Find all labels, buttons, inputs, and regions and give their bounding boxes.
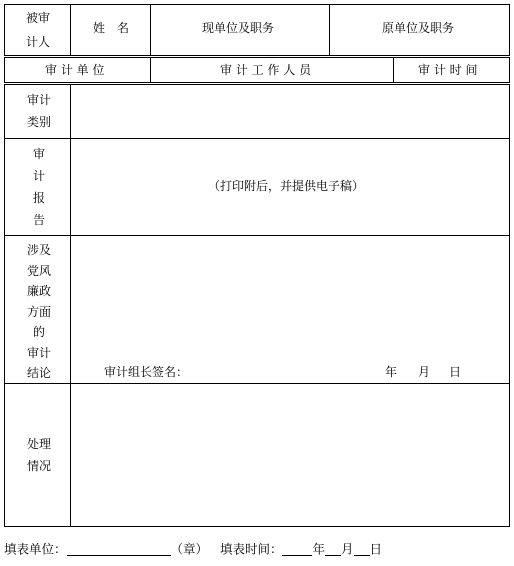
fill-unit-blank[interactable]	[67, 543, 171, 556]
name-label: 姓 名	[93, 21, 130, 35]
report-label-line: 报	[32, 191, 45, 205]
divider	[4, 383, 510, 384]
fill-unit-label: 填表单位：	[4, 541, 67, 557]
seal-label: （章）	[170, 541, 209, 557]
conclusion-label-line: 结论	[26, 366, 51, 380]
conclusion-label	[22, 240, 56, 384]
divider	[150, 57, 151, 83]
year-blank[interactable]	[282, 543, 312, 556]
category-label	[22, 89, 56, 133]
subject-label-line-1: 被审	[26, 11, 51, 25]
conclusion-label-line: 廉政	[26, 284, 51, 298]
conclusion-label-line: 方面	[26, 304, 51, 319]
conclusion-label-line: 涉及	[26, 243, 51, 257]
category-label-line: 类别	[26, 115, 51, 129]
audit-unit-label: 审 计 单 位	[45, 63, 105, 77]
subject-label-line-2: 计人	[26, 35, 51, 49]
signature-label: 审计组长签名：	[104, 365, 189, 379]
date-day: 日	[449, 365, 462, 379]
handling-label-line: 情况	[26, 459, 51, 473]
day-label: 日	[369, 541, 383, 557]
footer-line	[4, 543, 382, 556]
date-year: 年	[385, 365, 398, 379]
audit-staff-label: 审 计 工 作 人 员	[220, 63, 312, 77]
main-table	[4, 84, 510, 527]
day-blank[interactable]	[354, 543, 370, 556]
conclusion-label-line: 审计	[26, 345, 51, 360]
divider	[150, 4, 151, 56]
conclusion-label-line: 党风	[26, 263, 51, 278]
month-blank[interactable]	[325, 543, 341, 556]
date-month: 月	[418, 365, 431, 379]
handling-label	[22, 433, 56, 477]
report-label-line: 计	[32, 169, 45, 183]
report-note: （打印附后，并提供电子稿）	[208, 179, 365, 193]
handling-label-line: 处理	[26, 437, 51, 451]
divider	[329, 4, 330, 56]
year-label: 年	[312, 541, 325, 557]
fill-time-label: 填表时间：	[219, 541, 283, 557]
month-label: 月	[340, 541, 354, 557]
divider	[4, 235, 510, 236]
divider	[70, 4, 71, 56]
original-unit-label: 原单位及职务	[382, 21, 455, 35]
current-unit-label: 现单位及职务	[202, 21, 275, 35]
report-label-line: 告	[32, 213, 45, 227]
conclusion-label-line: 的	[32, 325, 45, 339]
audit-time-label: 审 计 时 间	[418, 63, 478, 77]
report-label-line: 审	[32, 147, 45, 161]
report-label	[22, 143, 56, 231]
divider	[4, 138, 510, 139]
divider	[70, 84, 71, 527]
category-label-line: 审计	[26, 93, 51, 107]
divider	[393, 57, 394, 83]
